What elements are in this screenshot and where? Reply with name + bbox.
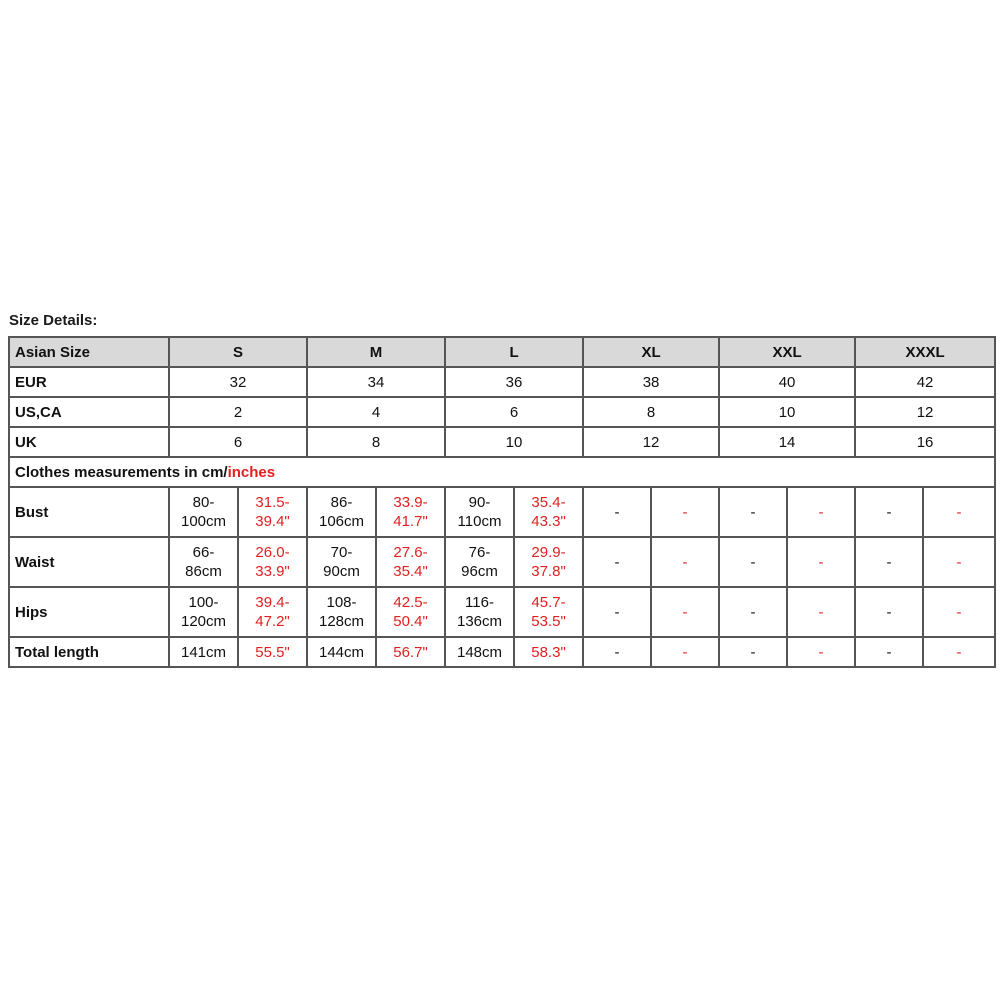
heading-cm-text: Clothes measurements in cm/ xyxy=(15,463,228,481)
cm-cell xyxy=(855,637,923,667)
table-cell: 16 xyxy=(855,427,995,457)
row-label: US,CA xyxy=(9,397,169,427)
measurement-row xyxy=(9,587,995,637)
inches-cell xyxy=(514,487,583,537)
cm-cell xyxy=(445,587,514,637)
cm-value: 144cm xyxy=(319,643,365,661)
row-label: EUR xyxy=(9,367,169,397)
cm-value: 76- xyxy=(468,544,491,561)
inches-value: - xyxy=(956,643,962,661)
inches-cell xyxy=(376,637,445,667)
table-cell: 2 xyxy=(169,397,307,427)
cm-value: 148cm xyxy=(457,643,503,661)
cm-value: 108- xyxy=(326,594,357,611)
cm-cell xyxy=(307,537,376,587)
cm-value: - xyxy=(614,603,620,621)
inches-value: - xyxy=(682,643,688,661)
inches-value: - xyxy=(956,603,962,621)
table-cell: 10 xyxy=(445,427,583,457)
cm-value: 86cm xyxy=(185,563,222,580)
inches-value: 58.3" xyxy=(531,643,566,661)
inches-value: 45.7- xyxy=(531,594,566,611)
inches-value: 37.8" xyxy=(531,563,566,580)
row-label: Waist xyxy=(9,537,169,587)
table-cell: 38 xyxy=(583,367,719,397)
cm-cell xyxy=(169,487,238,537)
inches-cell xyxy=(514,637,583,667)
table-cell: 4 xyxy=(307,397,445,427)
cm-value: - xyxy=(886,503,892,521)
cm-cell xyxy=(583,587,651,637)
inches-value: 33.9- xyxy=(393,494,428,511)
cm-value: - xyxy=(750,503,756,521)
size-header: XXL xyxy=(719,337,855,367)
inches-cell xyxy=(651,637,719,667)
table-cell: 10 xyxy=(719,397,855,427)
row-label: UK xyxy=(9,427,169,457)
cm-value: 90cm xyxy=(323,563,360,580)
row-label: Hips xyxy=(9,587,169,637)
cm-cell xyxy=(719,537,787,587)
inches-cell xyxy=(238,587,307,637)
table-cell: 12 xyxy=(855,397,995,427)
inches-cell xyxy=(651,587,719,637)
row-label: Asian Size xyxy=(9,337,169,367)
cm-value: 110cm xyxy=(457,513,502,530)
inches-cell xyxy=(923,487,995,537)
inches-value: - xyxy=(818,643,824,661)
cm-value: - xyxy=(886,553,892,571)
inches-cell xyxy=(514,537,583,587)
cm-value: - xyxy=(614,503,620,521)
cm-value: 66- xyxy=(192,544,215,561)
size-header: L xyxy=(445,337,583,367)
table-cell: 34 xyxy=(307,367,445,397)
cm-cell xyxy=(583,537,651,587)
inches-value: - xyxy=(818,503,824,521)
inches-cell xyxy=(651,537,719,587)
cm-cell xyxy=(307,637,376,667)
cm-value: 96cm xyxy=(461,563,498,580)
inches-cell xyxy=(376,537,445,587)
inches-cell xyxy=(651,487,719,537)
cm-value: 86- xyxy=(330,494,353,511)
measurement-row xyxy=(9,537,995,587)
table-cell: 36 xyxy=(445,367,583,397)
cm-cell xyxy=(307,487,376,537)
table-row xyxy=(9,397,995,427)
row-label: Bust xyxy=(9,487,169,537)
inches-value: - xyxy=(818,553,824,571)
inches-cell xyxy=(238,637,307,667)
table-cell: 8 xyxy=(307,427,445,457)
cm-value: 106cm xyxy=(319,513,365,530)
cm-value: 116- xyxy=(465,594,494,611)
table-cell: 8 xyxy=(583,397,719,427)
cm-value: 80- xyxy=(192,494,215,511)
size-header: XXXL xyxy=(855,337,995,367)
table-cell: 12 xyxy=(583,427,719,457)
cm-cell xyxy=(855,587,923,637)
cm-value: - xyxy=(750,603,756,621)
cm-value: 120cm xyxy=(180,613,227,630)
inches-cell xyxy=(238,537,307,587)
table-cell: 42 xyxy=(855,367,995,397)
header-row xyxy=(9,337,995,367)
measurement-row xyxy=(9,487,995,537)
cm-value: 90- xyxy=(468,494,491,511)
inches-value: 55.5" xyxy=(255,643,290,661)
section-row xyxy=(9,457,995,487)
table-cell: 6 xyxy=(445,397,583,427)
inches-cell xyxy=(787,537,855,587)
inches-cell xyxy=(787,587,855,637)
page-title: Size Details: xyxy=(9,312,98,329)
inches-value: 47.2" xyxy=(255,613,290,630)
cm-cell xyxy=(169,587,238,637)
inches-cell xyxy=(787,637,855,667)
inches-value: 39.4- xyxy=(255,594,290,611)
cm-cell xyxy=(855,487,923,537)
inches-value: - xyxy=(818,603,824,621)
size-chart-table xyxy=(8,336,996,668)
cm-value: 100cm xyxy=(180,513,227,530)
cm-value: - xyxy=(750,553,756,571)
inches-value: 35.4" xyxy=(393,563,428,580)
table-cell: 6 xyxy=(169,427,307,457)
cm-value: - xyxy=(614,553,620,571)
cm-cell xyxy=(719,587,787,637)
measurement-row xyxy=(9,637,995,667)
inches-value: 29.9- xyxy=(531,544,566,561)
inches-value: 39.4" xyxy=(255,513,290,530)
inches-cell xyxy=(923,637,995,667)
inches-value: 35.4- xyxy=(531,494,566,511)
inches-cell xyxy=(376,587,445,637)
cm-value: - xyxy=(886,643,892,661)
cm-cell xyxy=(169,537,238,587)
size-header: S xyxy=(169,337,307,367)
cm-value: 70- xyxy=(330,544,353,561)
cm-cell xyxy=(719,487,787,537)
inches-value: 26.0- xyxy=(255,544,290,561)
inches-value: 50.4" xyxy=(393,613,428,630)
table-row xyxy=(9,427,995,457)
inches-value: 42.5- xyxy=(393,594,428,611)
cm-value: 141cm xyxy=(180,643,227,661)
row-label: Total length xyxy=(9,637,169,667)
inches-value: 41.7" xyxy=(393,513,428,530)
inches-value: 33.9" xyxy=(255,563,290,580)
measurements-heading xyxy=(9,457,995,487)
inches-cell xyxy=(923,537,995,587)
cm-value: - xyxy=(750,643,756,661)
cm-cell xyxy=(445,487,514,537)
inches-cell xyxy=(514,587,583,637)
cm-cell xyxy=(169,637,238,667)
size-header: XL xyxy=(583,337,719,367)
inches-cell xyxy=(238,487,307,537)
inches-value: - xyxy=(956,553,962,571)
inches-value: 56.7" xyxy=(393,643,428,661)
cm-value: 136cm xyxy=(457,613,503,630)
cm-value: 100- xyxy=(188,594,219,611)
cm-cell xyxy=(583,487,651,537)
table-cell: 32 xyxy=(169,367,307,397)
inches-value: - xyxy=(956,503,962,521)
cm-cell xyxy=(307,587,376,637)
inches-cell xyxy=(376,487,445,537)
cm-cell xyxy=(719,637,787,667)
inches-value: - xyxy=(682,503,688,521)
inches-value: - xyxy=(682,603,688,621)
heading-inches-text: inches xyxy=(227,463,276,481)
cm-value: - xyxy=(614,643,620,661)
inches-cell xyxy=(923,587,995,637)
inches-value: 27.6- xyxy=(393,544,428,561)
table-row xyxy=(9,367,995,397)
inches-value: 31.5- xyxy=(255,494,290,511)
table-cell: 14 xyxy=(719,427,855,457)
size-header: M xyxy=(307,337,445,367)
cm-cell xyxy=(445,537,514,587)
cm-cell xyxy=(583,637,651,667)
cm-value: - xyxy=(886,603,892,621)
cm-value: 128cm xyxy=(319,613,365,630)
inches-value: 53.5" xyxy=(531,613,566,630)
cm-cell xyxy=(445,637,514,667)
inches-cell xyxy=(787,487,855,537)
inches-value: 43.3" xyxy=(531,513,566,530)
cm-cell xyxy=(855,537,923,587)
table-cell: 40 xyxy=(719,367,855,397)
inches-value: - xyxy=(682,553,688,571)
